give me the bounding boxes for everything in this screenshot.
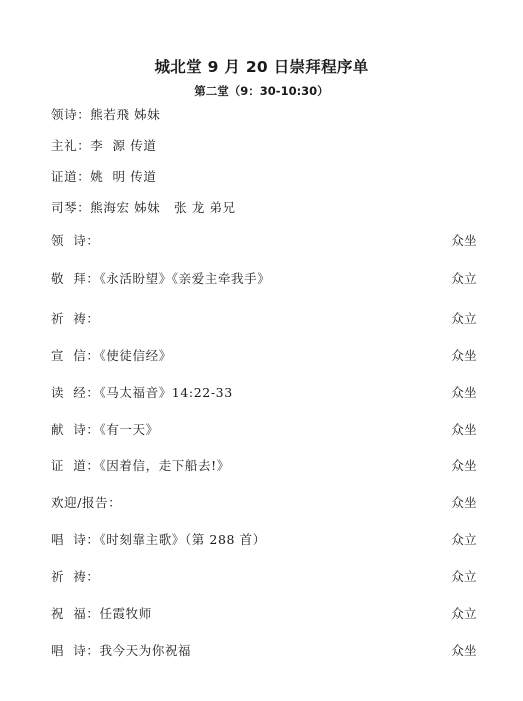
posture-label: 众坐 [451, 385, 477, 400]
posture-label: 众立 [451, 532, 477, 547]
posture-label: 众坐 [451, 348, 477, 363]
posture-label: 众立 [451, 569, 477, 584]
posture-label: 众坐 [451, 495, 477, 510]
program-item: 唱 诗：《时刻靠主歌》（第 288 首） [51, 532, 266, 547]
program-item: 祝 福：任霞牧师 [51, 606, 152, 621]
posture-label: 众立 [451, 311, 477, 326]
info-line-preacher: 证道：姚 明 传道 [51, 169, 157, 184]
service-time-subtitle: 第二堂（9：30-10:30） [194, 84, 329, 98]
program-item: 祈 祷： [51, 569, 100, 584]
program-item: 欢迎/报告： [51, 495, 122, 510]
posture-label: 众立 [451, 606, 477, 621]
program-row [51, 641, 477, 701]
info-line-worship-leader: 领诗：熊若飛 姊妹 [51, 107, 161, 122]
program-item: 证 道：《因着信，走下船去!》 [51, 458, 230, 473]
info-line-pianists: 司琴：熊海宏 姊妹 张 龙 弟兄 [51, 200, 236, 215]
posture-label: 众立 [451, 271, 477, 286]
posture-label: 众坐 [451, 422, 477, 437]
program-item: 献 诗：《有一天》 [51, 422, 159, 437]
posture-label: 众坐 [451, 458, 477, 473]
program-item: 唱 诗：我今天为你祝福 [51, 643, 192, 658]
program-item: 宣 信：《使徒信经》 [51, 348, 172, 363]
program-item: 祈 祷： [51, 311, 100, 326]
info-line-presider: 主礼：李 源 传道 [51, 138, 157, 153]
posture-label: 众坐 [451, 233, 477, 248]
program-item: 领 诗： [51, 233, 100, 248]
program-item: 敬 拜：《永活盼望》《亲爱主牵我手》 [51, 271, 271, 286]
posture-label: 众坐 [451, 643, 477, 658]
bulletin-title: 城北堂 9 月 20 日崇拜程序单 [154, 58, 369, 76]
program-item: 读 经：《马太福音》14:22-33 [51, 385, 233, 400]
